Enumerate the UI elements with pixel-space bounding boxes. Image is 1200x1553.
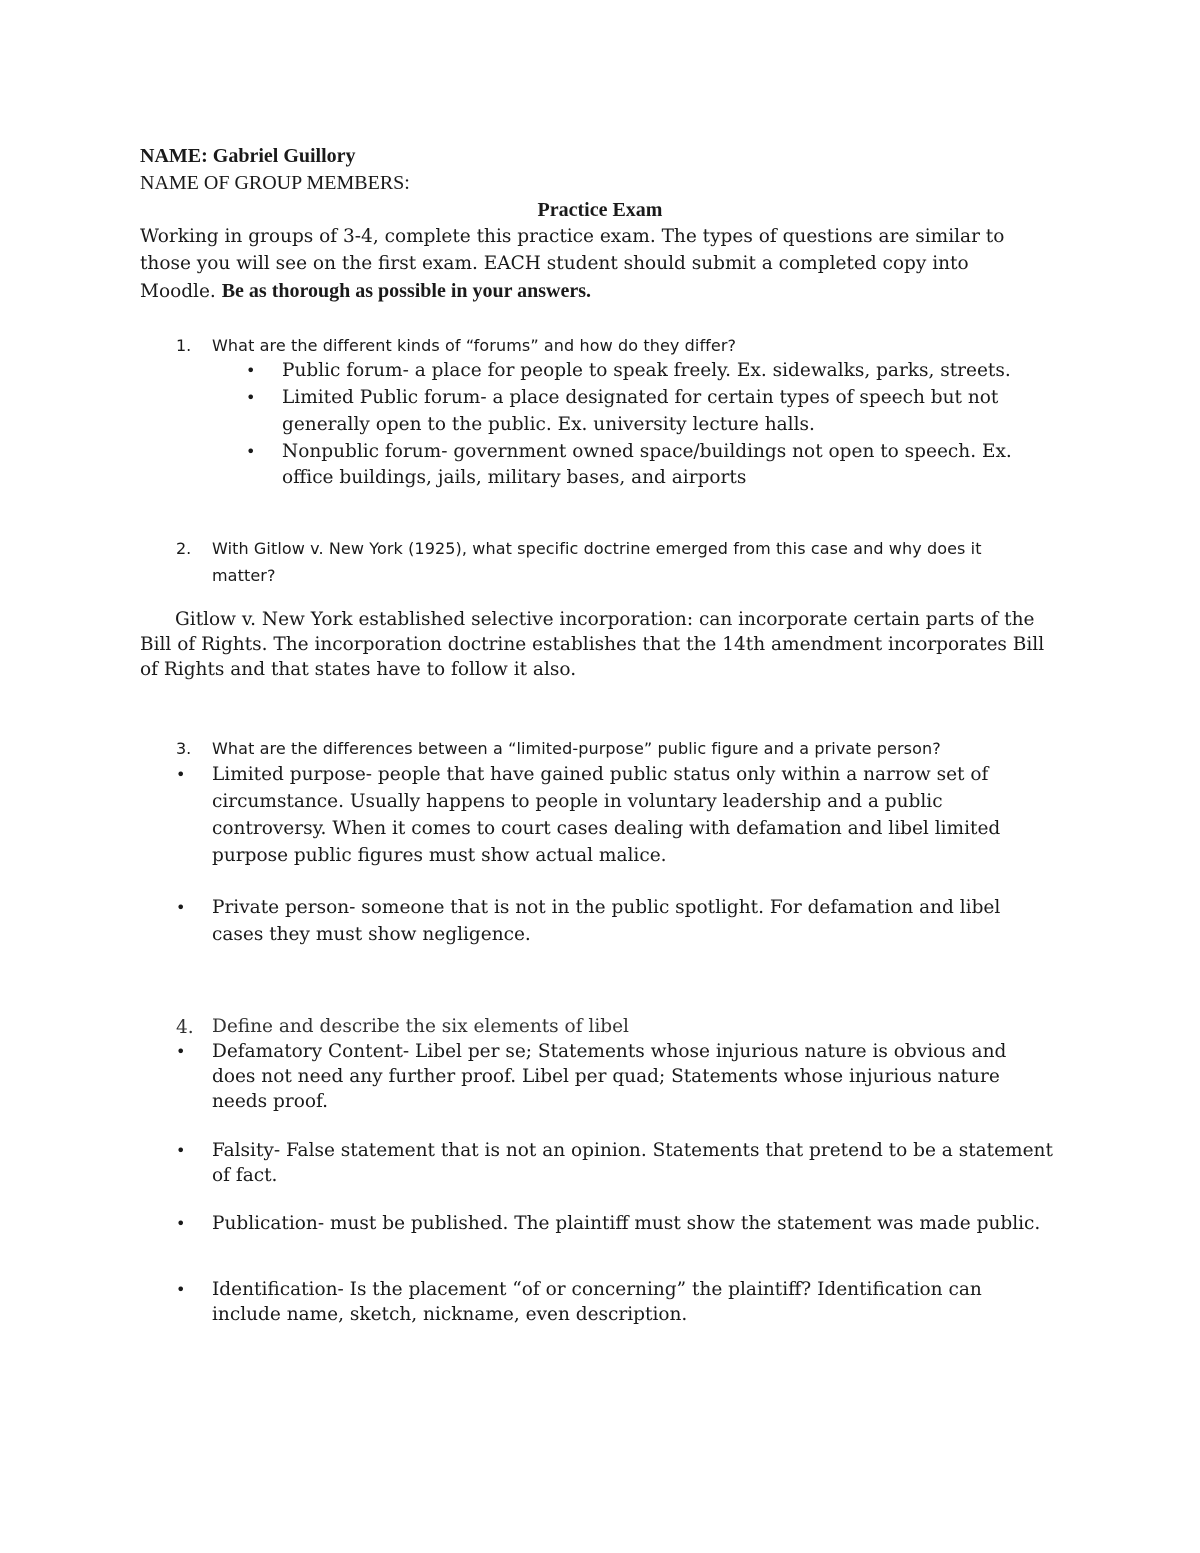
q2-number: 2. xyxy=(176,539,192,558)
q2-answer-line-2: Bill of Rights. The incorporation doctrine establishes that the 14th amendment incorporates Bill xyxy=(140,634,1045,655)
q4-question: Define and describe the six elements of libel xyxy=(212,1016,629,1037)
bullet-icon: • xyxy=(246,442,256,461)
q4-bullet-2-line-2: of fact. xyxy=(212,1165,278,1186)
q4-bullet-1-line-1: Defamatory Content- Libel per se; Statements whose injurious nature is obvious and xyxy=(212,1041,1007,1062)
q3-number: 3. xyxy=(176,739,192,758)
q4-bullet-2-line-1: Falsity- False statement that is not an opinion. Statements that pretend to be a statement xyxy=(212,1140,1053,1161)
q3-bullet-1-line-4: purpose public figures must show actual malice. xyxy=(212,845,667,866)
intro-bold-instruction: Be as thorough as possible in your answers. xyxy=(221,280,592,302)
q1-question: What are the different kinds of “forums” and how do they differ? xyxy=(212,336,737,355)
q4-bullet-1-line-2: does not need any further proof. Libel per quad; Statements whose injurious nature xyxy=(212,1066,1000,1087)
q1-number: 1. xyxy=(176,336,192,355)
intro-moodle: Moodle. xyxy=(140,281,216,302)
q4-bullet-4-line-1: Identification- Is the placement “of or concerning” the plaintiff? Identification can xyxy=(212,1279,982,1300)
q4-bullet-1-line-3: needs proof. xyxy=(212,1091,329,1112)
q1-bullet-1-line-1: Public forum- a place for people to speak freely. Ex. sidewalks, parks, streets. xyxy=(282,360,1011,381)
bullet-icon: • xyxy=(176,765,186,784)
bullet-icon: • xyxy=(176,1214,186,1233)
q3-bullet-2-line-2: cases they must show negligence. xyxy=(212,924,531,945)
q3-bullet-2-line-1: Private person- someone that is not in the public spotlight. For defamation and libel xyxy=(212,897,1001,918)
intro-line-3 xyxy=(140,278,591,305)
intro-line-2: those you will see on the first exam. EACH student should submit a completed copy into xyxy=(140,253,969,274)
q4-bullet-3-line-1: Publication- must be published. The plaintiff must show the statement was made public. xyxy=(212,1213,1041,1234)
intro-line-1: Working in groups of 3-4, complete this practice exam. The types of questions are similar to xyxy=(140,226,1005,247)
q3-bullet-1-line-1: Limited purpose- people that have gained public status only within a narrow set of xyxy=(212,764,989,785)
name-line xyxy=(140,143,356,169)
student-name: Gabriel Guillory xyxy=(212,145,356,167)
q3-question: What are the differences between a “limited-purpose” public figure and a private person? xyxy=(212,739,941,758)
q3-bullet-1-line-3: controversy. When it comes to court cases dealing with defamation and libel limited xyxy=(212,818,1001,839)
q1-bullet-2-line-1: Limited Public forum- a place designated for certain types of speech but not xyxy=(282,387,999,408)
q2-question-line-2: matter? xyxy=(212,566,276,585)
q2-question-line-1: With Gitlow v. New York (1925), what specific doctrine emerged from this case and why does it xyxy=(212,539,982,558)
bullet-icon: • xyxy=(176,1042,186,1061)
name-label: NAME: xyxy=(140,145,208,167)
bullet-icon: • xyxy=(246,361,256,380)
group-members-label: NAME OF GROUP MEMBERS: xyxy=(140,172,410,194)
bullet-icon: • xyxy=(176,1141,186,1160)
q2-answer-line-1: Gitlow v. New York established selective incorporation: can incorporate certain parts of the xyxy=(175,609,1035,630)
q4-bullet-4-line-2: include name, sketch, nickname, even description. xyxy=(212,1304,688,1325)
q1-bullet-2-line-2: generally open to the public. Ex. university lecture halls. xyxy=(282,414,815,435)
q1-bullet-3-line-1: Nonpublic forum- government owned space/buildings not open to speech. Ex. xyxy=(282,441,1012,462)
bullet-icon: • xyxy=(176,898,186,917)
q1-bullet-3-line-2: office buildings, jails, military bases, and airports xyxy=(282,467,747,488)
q2-answer-line-3: of Rights and that states have to follow it also. xyxy=(140,659,577,680)
bullet-icon: • xyxy=(246,388,256,407)
q3-bullet-1-line-2: circumstance. Usually happens to people in voluntary leadership and a public xyxy=(212,791,943,812)
page-title: Practice Exam xyxy=(537,199,663,221)
q4-number: 4. xyxy=(176,1017,194,1038)
bullet-icon: • xyxy=(176,1280,186,1299)
